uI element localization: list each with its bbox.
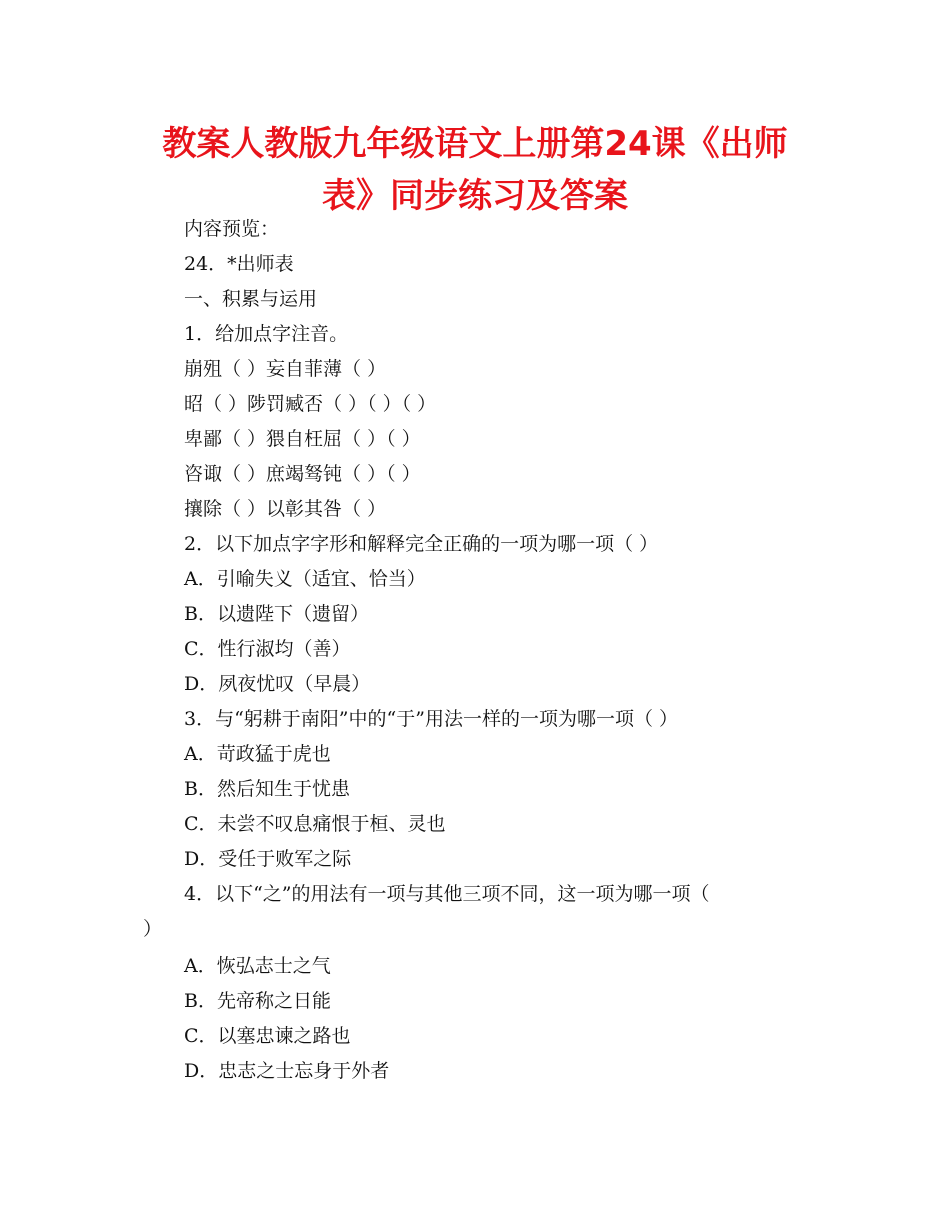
question-2-option-d: D．夙夜忧叹（早晨）: [184, 673, 371, 695]
document-title: [100, 118, 850, 222]
question-1: 1．给加点字注音。: [184, 323, 349, 345]
question-1-row-1: 崩殂（ ）妄自菲薄（ ）: [184, 358, 387, 380]
question-2-option-c: C．性行淑均（善）: [184, 638, 351, 660]
question-3-option-d: D．受任于败军之际: [184, 848, 352, 870]
preview-label: 内容预览：: [184, 218, 280, 240]
question-3-option-c: C．未尝不叹息痛恨于桓、灵也: [184, 813, 446, 835]
question-3: 3．与“躬耕于南阳”中的“于”用法一样的一项为哪一项（ ）: [184, 708, 678, 730]
section-heading: 一、积累与运用: [184, 288, 318, 310]
title-line-1: 教案人教版九年级语文上册第24课《出师: [162, 124, 788, 164]
question-2: 2．以下加点字字形和解释完全正确的一项为哪一项（ ）: [184, 533, 659, 555]
question-1-row-3: 卑鄙（ ）猥自枉屈（ ）（ ）: [184, 428, 421, 450]
question-1-row-2: 昭（ ）陟罚臧否（ ）（ ）（ ）: [184, 393, 437, 415]
question-1-row-4: 咨诹（ ）庶竭驽钝（ ）（ ）: [184, 463, 421, 485]
lesson-heading: 24．*出师表: [184, 253, 294, 275]
question-4-option-d: D．忠志之士忘身于外者: [184, 1060, 390, 1082]
question-3-option-a: A．苛政猛于虎也: [184, 743, 331, 765]
question-4: 4．以下“之”的用法有一项与其他三项不同，这一项为哪一项（: [184, 883, 710, 905]
question-4-option-b: B．先帝称之日能: [184, 990, 331, 1012]
question-4-option-c: C．以塞忠谏之路也: [184, 1025, 351, 1047]
question-1-row-5: 攘除（ ）以彰其咎（ ）: [184, 498, 387, 520]
question-4-option-a: A．恢弘志士之气: [184, 955, 331, 977]
question-2-option-a: A．引喻失义（适宜、恰当）: [184, 568, 426, 590]
question-4-wrap: ）: [143, 918, 163, 940]
question-2-option-b: B．以遗陛下（遗留）: [184, 603, 369, 625]
title-line-2: 表》同步练习及答案: [322, 176, 628, 216]
question-3-option-b: B．然后知生于忧患: [184, 778, 350, 800]
